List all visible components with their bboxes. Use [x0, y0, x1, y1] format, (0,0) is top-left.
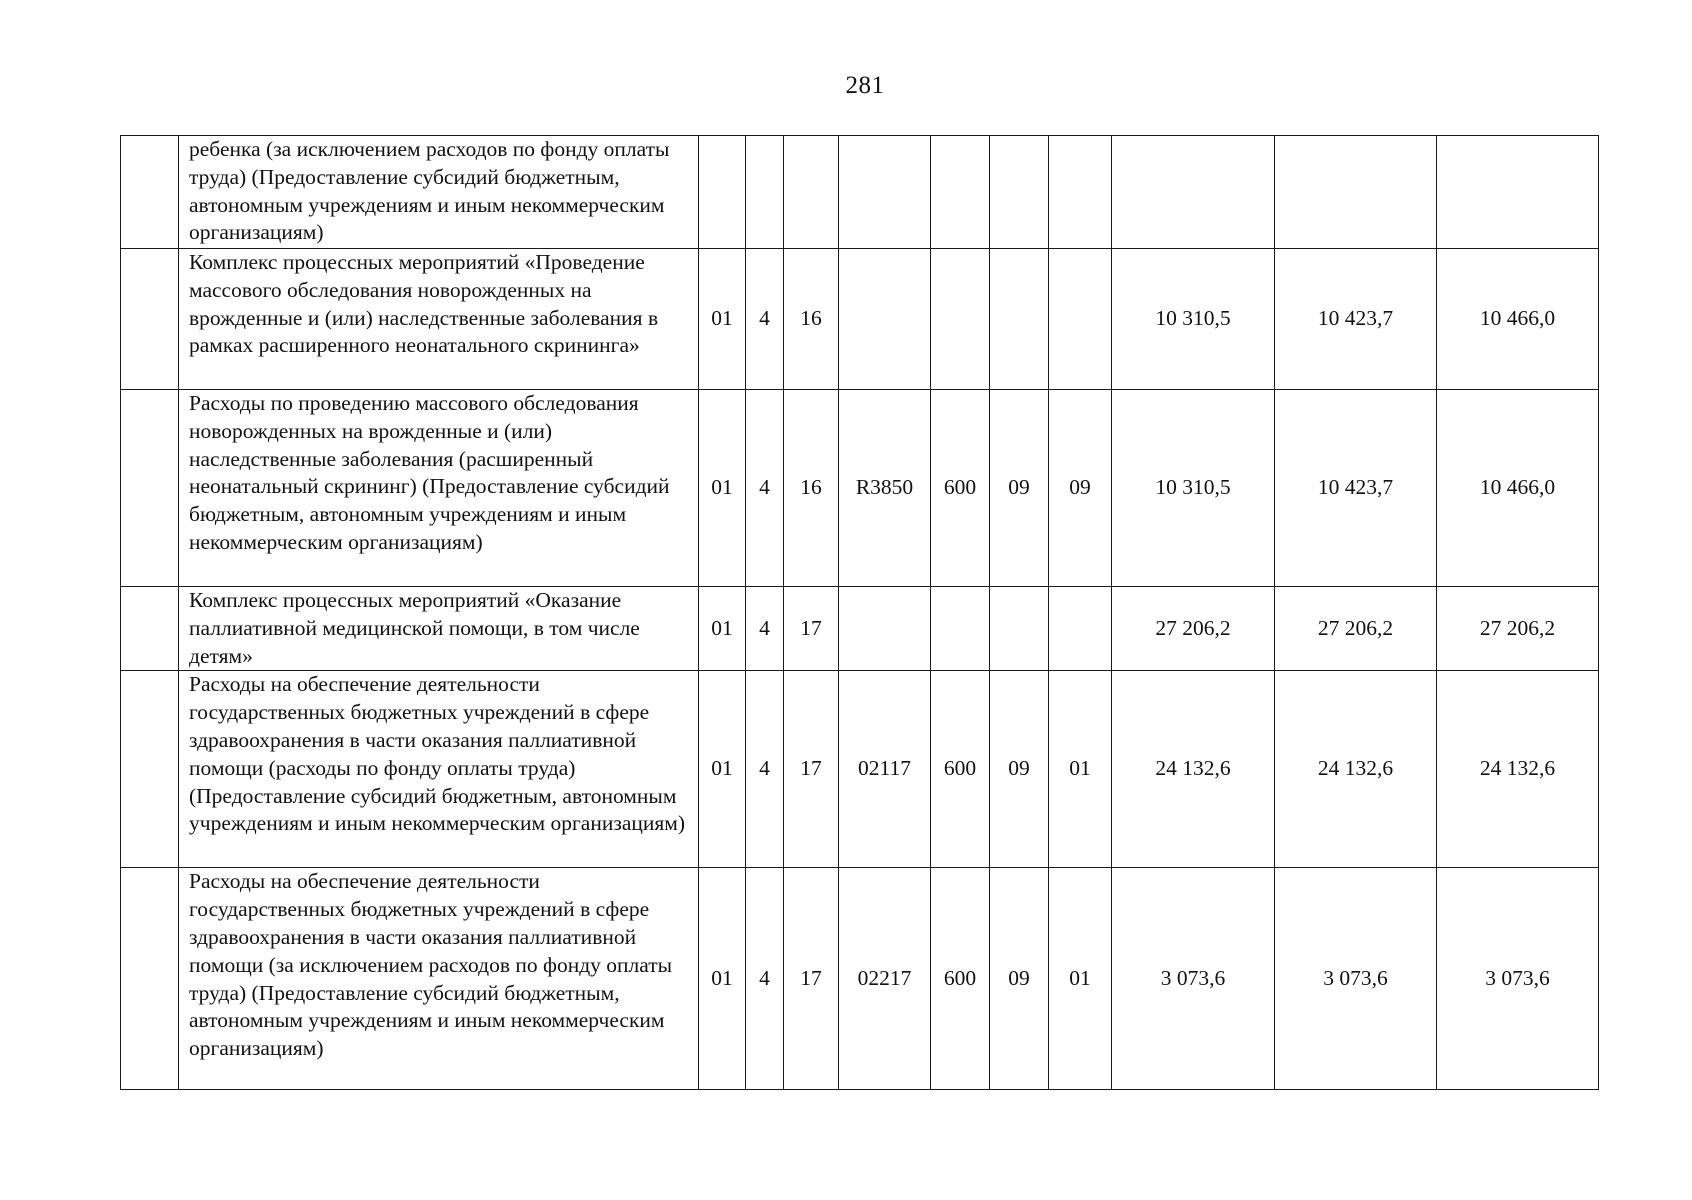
amount-cell: 3 073,6 — [1437, 868, 1599, 1090]
amount-cell: 24 132,6 — [1275, 671, 1437, 868]
code-cell — [746, 136, 784, 249]
table-row — [121, 136, 1599, 249]
code-cell: 16 — [784, 390, 839, 587]
code-cell: 02117 — [839, 671, 931, 868]
expense-name: Комплекс процессных мероприятий «Проведение массового обследования новорожденных на врожденные и (или) наследственные заболевания в рамках расширенного неонатального скрининга» — [179, 249, 699, 390]
code-cell: 600 — [931, 868, 990, 1090]
amount-cell — [1112, 136, 1275, 249]
code-cell — [1049, 136, 1112, 249]
code-cell: 4 — [746, 249, 784, 390]
amount-cell: 10 310,5 — [1112, 249, 1275, 390]
code-cell: 02217 — [839, 868, 931, 1090]
code-cell — [839, 136, 931, 249]
code-cell: 01 — [699, 868, 746, 1090]
code-cell — [784, 136, 839, 249]
amount-cell: 27 206,2 — [1112, 587, 1275, 671]
code-cell: 4 — [746, 868, 784, 1090]
amount-cell: 27 206,2 — [1275, 587, 1437, 671]
code-cell — [1049, 587, 1112, 671]
code-cell: 16 — [784, 249, 839, 390]
code-cell: 17 — [784, 587, 839, 671]
expense-name: Расходы на обеспечение деятельности государственных бюджетных учреждений в сфере здравоохранения в части оказания паллиативной помощи (расходы по фонду оплаты труда) (Предоставление субсидий бюджетным, автономным учреждениям и иным некоммерческим организациям) — [179, 671, 699, 868]
code-cell — [1049, 249, 1112, 390]
code-cell — [990, 136, 1049, 249]
code-cell: 01 — [699, 390, 746, 587]
code-cell: 17 — [784, 868, 839, 1090]
amount-cell: 24 132,6 — [1112, 671, 1275, 868]
row-index-cell — [121, 868, 179, 1090]
row-index-cell — [121, 249, 179, 390]
expense-name: ребенка (за исключением расходов по фонду оплаты труда) (Предоставление субсидий бюджетным, автономным учреждениям и иным некоммерческим организациям) — [179, 136, 699, 249]
code-cell — [931, 587, 990, 671]
amount-cell: 10 423,7 — [1275, 249, 1437, 390]
code-cell: 01 — [699, 587, 746, 671]
code-cell: 01 — [1049, 868, 1112, 1090]
code-cell: 4 — [746, 671, 784, 868]
row-index-cell — [121, 390, 179, 587]
expense-name: Комплекс процессных мероприятий «Оказание паллиативной медицинской помощи, в том числе детям» — [179, 587, 699, 671]
code-cell: 4 — [746, 587, 784, 671]
amount-cell — [1437, 136, 1599, 249]
amount-cell — [1275, 136, 1437, 249]
code-cell — [839, 249, 931, 390]
amount-cell: 27 206,2 — [1437, 587, 1599, 671]
amount-cell: 3 073,6 — [1275, 868, 1437, 1090]
code-cell: R3850 — [839, 390, 931, 587]
table-row — [121, 249, 1599, 390]
page-number: 281 — [845, 72, 885, 99]
code-cell: 01 — [699, 249, 746, 390]
expense-name: Расходы по проведению массового обследования новорожденных на врожденные и (или) наследственные заболевания (расширенный неонатальный скрининг) (Предоставление субсидий бюджетным, автономным учреждениям и иным некоммерческим организациям) — [179, 390, 699, 587]
code-cell: 600 — [931, 390, 990, 587]
code-cell — [839, 587, 931, 671]
table-row — [121, 390, 1599, 587]
code-cell: 01 — [1049, 671, 1112, 868]
amount-cell: 24 132,6 — [1437, 671, 1599, 868]
table-row — [121, 868, 1599, 1090]
expense-name: Расходы на обеспечение деятельности государственных бюджетных учреждений в сфере здравоохранения в части оказания паллиативной помощи (за исключением расходов по фонду оплаты труда) (Предоставление субсидий бюджетным, автономным учреждениям и иным некоммерческим организациям) — [179, 868, 699, 1090]
table-row — [121, 671, 1599, 868]
amount-cell: 10 466,0 — [1437, 249, 1599, 390]
amount-cell: 3 073,6 — [1112, 868, 1275, 1090]
code-cell: 09 — [1049, 390, 1112, 587]
table-row — [121, 587, 1599, 671]
code-cell: 09 — [990, 868, 1049, 1090]
code-cell: 09 — [990, 671, 1049, 868]
code-cell — [931, 249, 990, 390]
code-cell — [931, 136, 990, 249]
amount-cell: 10 310,5 — [1112, 390, 1275, 587]
code-cell: 4 — [746, 390, 784, 587]
budget-table — [120, 135, 1599, 1090]
row-index-cell — [121, 671, 179, 868]
code-cell: 09 — [990, 390, 1049, 587]
code-cell: 600 — [931, 671, 990, 868]
code-cell: 01 — [699, 671, 746, 868]
row-index-cell — [121, 136, 179, 249]
row-index-cell — [121, 587, 179, 671]
code-cell — [990, 587, 1049, 671]
code-cell — [990, 249, 1049, 390]
amount-cell: 10 466,0 — [1437, 390, 1599, 587]
code-cell — [699, 136, 746, 249]
amount-cell: 10 423,7 — [1275, 390, 1437, 587]
code-cell: 17 — [784, 671, 839, 868]
